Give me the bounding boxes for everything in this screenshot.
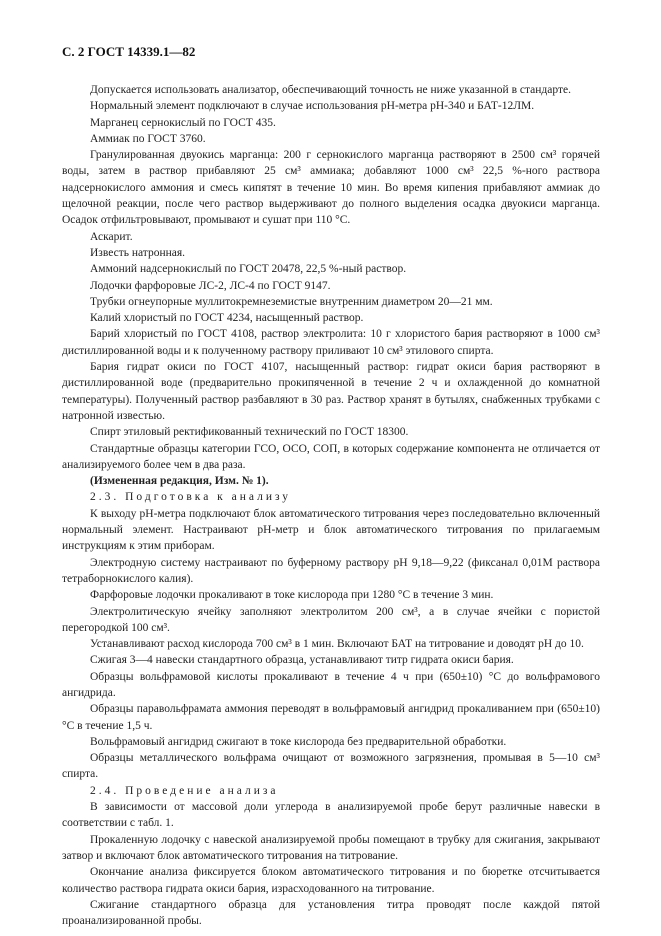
paragraph: Электролитическую ячейку заполняют электролитом 200 см³, а в случае ячейки с пористой перегородкой 100 см³. xyxy=(62,605,600,634)
paragraph: Бария гидрат окиси по ГОСТ 4107, насыщенный раствор: гидрат окиси бария растворяют в дистиллированной воде (предварительно прокипяченной в течение 2 ч и охлажденной до комнатной температуры). Полученный раствор разбавляют в 30 раз. Раствор хранят в бутылях, снабженных трубками с натронной известью. xyxy=(62,361,600,422)
paragraph: 2.4. Проведение анализа xyxy=(90,784,279,797)
paragraph: Аммиак по ГОСТ 3760. xyxy=(90,132,206,145)
paragraph: Известь натронная. xyxy=(90,246,186,259)
paragraph: Образцы металлического вольфрама очищают от возможного загрязнения, промывая в 5—10 см³ спирта. xyxy=(62,752,600,781)
paragraph: Трубки огнеупорные муллитокремнеземистые внутренним диаметром 20—21 мм. xyxy=(90,295,493,308)
paragraph: Гранулированная двуокись марганца: 200 г сернокислого марганца растворяют в 2500 см³ горячей воды, затем в раствор прибавляют 25 см³ аммиака; добавляют 1000 см³ 22,5 %-ного раствора надсернокислого аммония и смесь кипятят в течение 10 мин. Во время кипения прибавляют аммиак до щелочной реакции, после чего раствор выдерживают до полного выделения осадка двуокиси марганца. Осадок отфильтровывают, промывают и сушат при 110 °С. xyxy=(62,149,600,227)
paragraph: В зависимости от массовой доли углерода в анализируемой пробе берут различные навески в соответствии с табл. 1. xyxy=(62,801,600,830)
paragraph: Допускается использовать анализатор, обеспечивающий точность не ниже указанной в стандарте. xyxy=(90,84,571,96)
paragraph: К выходу рН-метра подключают блок автоматического титрования через последовательно включенный нормальный элемент. Настраивают рН-метр и блок автоматического титрования по прилагаемым инструкциям к этим приборам. xyxy=(62,507,600,553)
paragraph: Образцы паравольфрамата аммония переводят в вольфрамовый ангидрид прокаливанием при (650±10) °С в течение 1,5 ч. xyxy=(62,703,600,732)
page-header: С. 2 ГОСТ 14339.1—82 xyxy=(62,44,196,59)
paragraph: (Измененная редакция, Изм. № 1). xyxy=(90,475,269,488)
paragraph: Прокаленную лодочку с навеской анализируемой пробы помещают в трубку для сжигания, закрывают затвор и включают блок автоматического титрования на титрование. xyxy=(62,833,600,862)
paragraph: Устанавливают расход кислорода 700 см³ в 1 мин. Включают БАТ на титрование и доводят рН до 10. xyxy=(90,638,584,651)
paragraph: Барий хлористый по ГОСТ 4108, раствор электролита: 10 г хлористого бария растворяют в 1000 см³ дистиллированной воды и к полученному раствору приливают 10 см³ этилового спирта. xyxy=(62,328,600,357)
paragraph: Вольфрамовый ангидрид сжигают в токе кислорода без предварительной обработки. xyxy=(90,735,507,748)
paragraph: Электродную систему настраивают по буферному раствору рН 9,18—9,22 (фиксанал 0,01М раствора тетраборнокислого калия). xyxy=(62,556,600,585)
paragraph: Марганец сернокислый по ГОСТ 435. xyxy=(90,116,276,129)
paragraph: Окончание анализа фиксируется блоком автоматического титрования и по бюретке отсчитывается количество раствора гидрата окиси бария, израсходованного на титрование. xyxy=(62,866,600,895)
paragraph: Калий хлористый по ГОСТ 4234, насыщенный раствор. xyxy=(90,312,364,325)
paragraph: Стандартные образцы категории ГСО, ОСО, СОП, в которых содержание компонента не отличается от анализируемого более чем в два раза. xyxy=(62,442,600,471)
paragraph: Аммоний надсернокислый по ГОСТ 20478, 22,5 %-ный раствор. xyxy=(90,263,407,276)
paragraph: Образцы вольфрамовой кислоты прокаливают в течение 4 ч при (650±10) °С до вольфрамового ангидрида. xyxy=(62,670,600,699)
document-body xyxy=(62,82,600,929)
paragraph: Спирт этиловый ректификованный технический по ГОСТ 18300. xyxy=(90,426,409,439)
paragraph: Сжигая 3—4 навески стандартного образца, устанавливают титр гидрата окиси бария. xyxy=(90,654,514,667)
paragraph: Нормальный элемент подключают в случае использования рН-метра рН-340 и БАТ-12ЛМ. xyxy=(90,100,535,113)
paragraph: 2.3. Подготовка к анализу xyxy=(90,491,292,504)
paragraph: Лодочки фарфоровые ЛС-2, ЛС-4 по ГОСТ 9147. xyxy=(90,279,331,292)
paragraph: Аскарит. xyxy=(90,230,133,243)
paragraph: Фарфоровые лодочки прокаливают в токе кислорода при 1280 °С в течение 3 мин. xyxy=(90,589,494,602)
paragraph: Сжигание стандартного образца для установления титра проводят после каждой пятой проанализированной пробы. xyxy=(62,898,600,928)
